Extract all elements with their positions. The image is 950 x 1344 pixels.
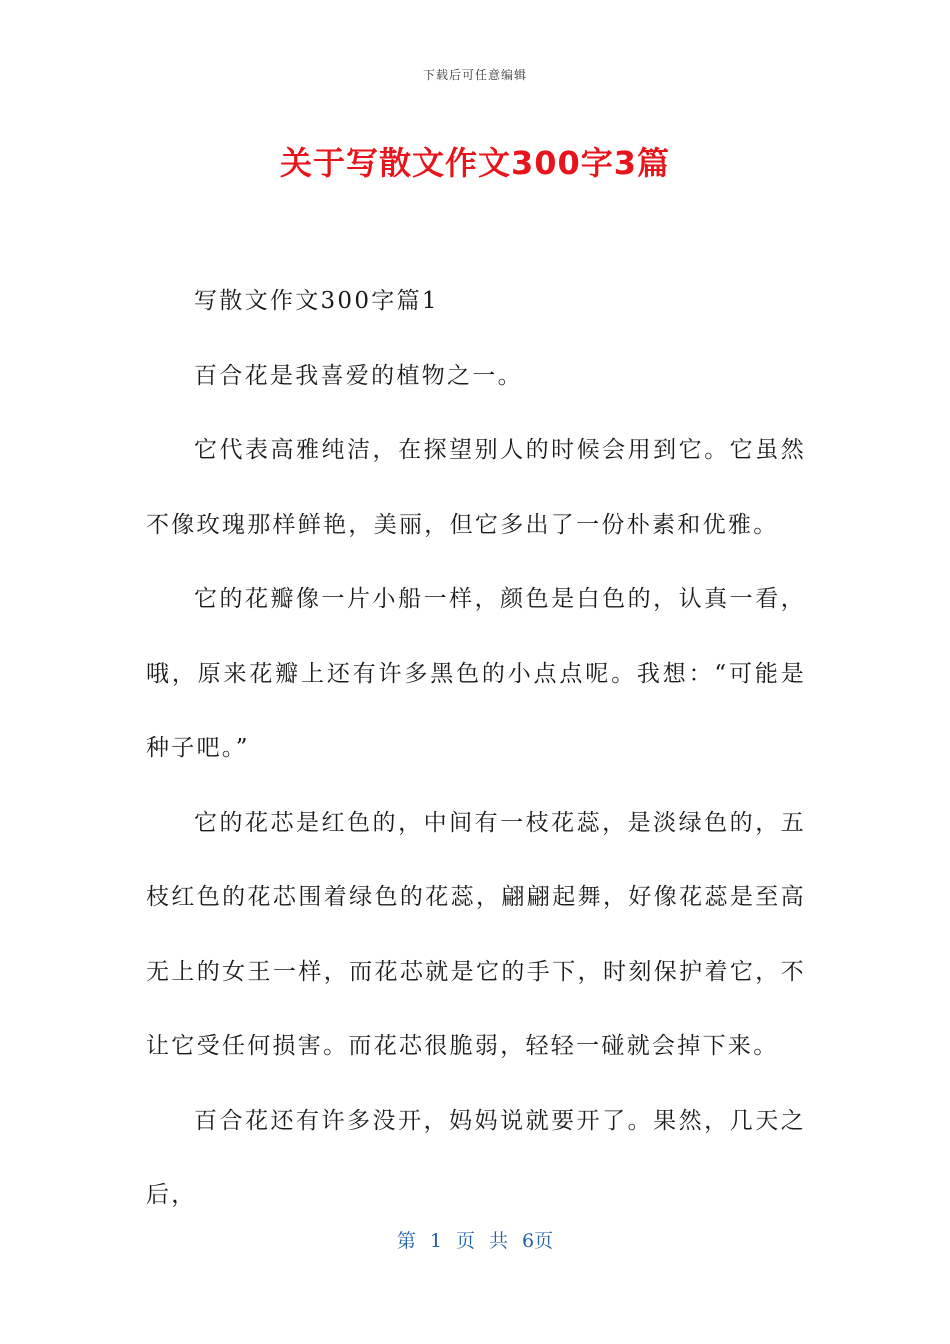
document-body bbox=[146, 264, 806, 1233]
document-title: 关于写散文作文300字3篇 bbox=[279, 144, 671, 182]
paragraph: 百合花还有许多没开，妈妈说就要开了。果然，几天之后， bbox=[146, 1107, 806, 1208]
paragraph: 它代表高雅纯洁，在探望别人的时候会用到它。它虽然不像玫瑰那样鲜艳，美丽，但它多出了一份朴素和优雅。 bbox=[146, 437, 806, 538]
paragraph: 它的花芯是红色的，中间有一枝花蕊，是淡绿色的，五枝红色的花芯围着绿色的花蕊，翩翩起舞，好像花蕊是至高无上的女王一样，而花芯就是它的手下，时刻保护着它，不让它受任何损害。而花芯很脆弱，轻轻一碰就会掉下来。 bbox=[146, 809, 806, 1059]
footer-current-page: 1 bbox=[429, 1230, 442, 1252]
section-heading: 写散文作文300字篇1 bbox=[194, 288, 439, 314]
footer-label-di: 第 bbox=[396, 1230, 416, 1252]
page-header-note: 下载后可任意编辑 bbox=[422, 68, 527, 82]
page-footer bbox=[0, 1226, 950, 1253]
footer-total-pages: 6页 bbox=[522, 1230, 554, 1252]
footer-label-gong: 共 bbox=[489, 1230, 509, 1252]
paragraph: 它的花瓣像一片小船一样，颜色是白色的，认真一看，哦，原来花瓣上还有许多黑色的小点点呢。我想：“可能是种子吧。” bbox=[146, 586, 806, 761]
paragraph: 百合花是我喜爱的植物之一。 bbox=[194, 362, 523, 389]
footer-label-ye: 页 bbox=[455, 1230, 475, 1252]
